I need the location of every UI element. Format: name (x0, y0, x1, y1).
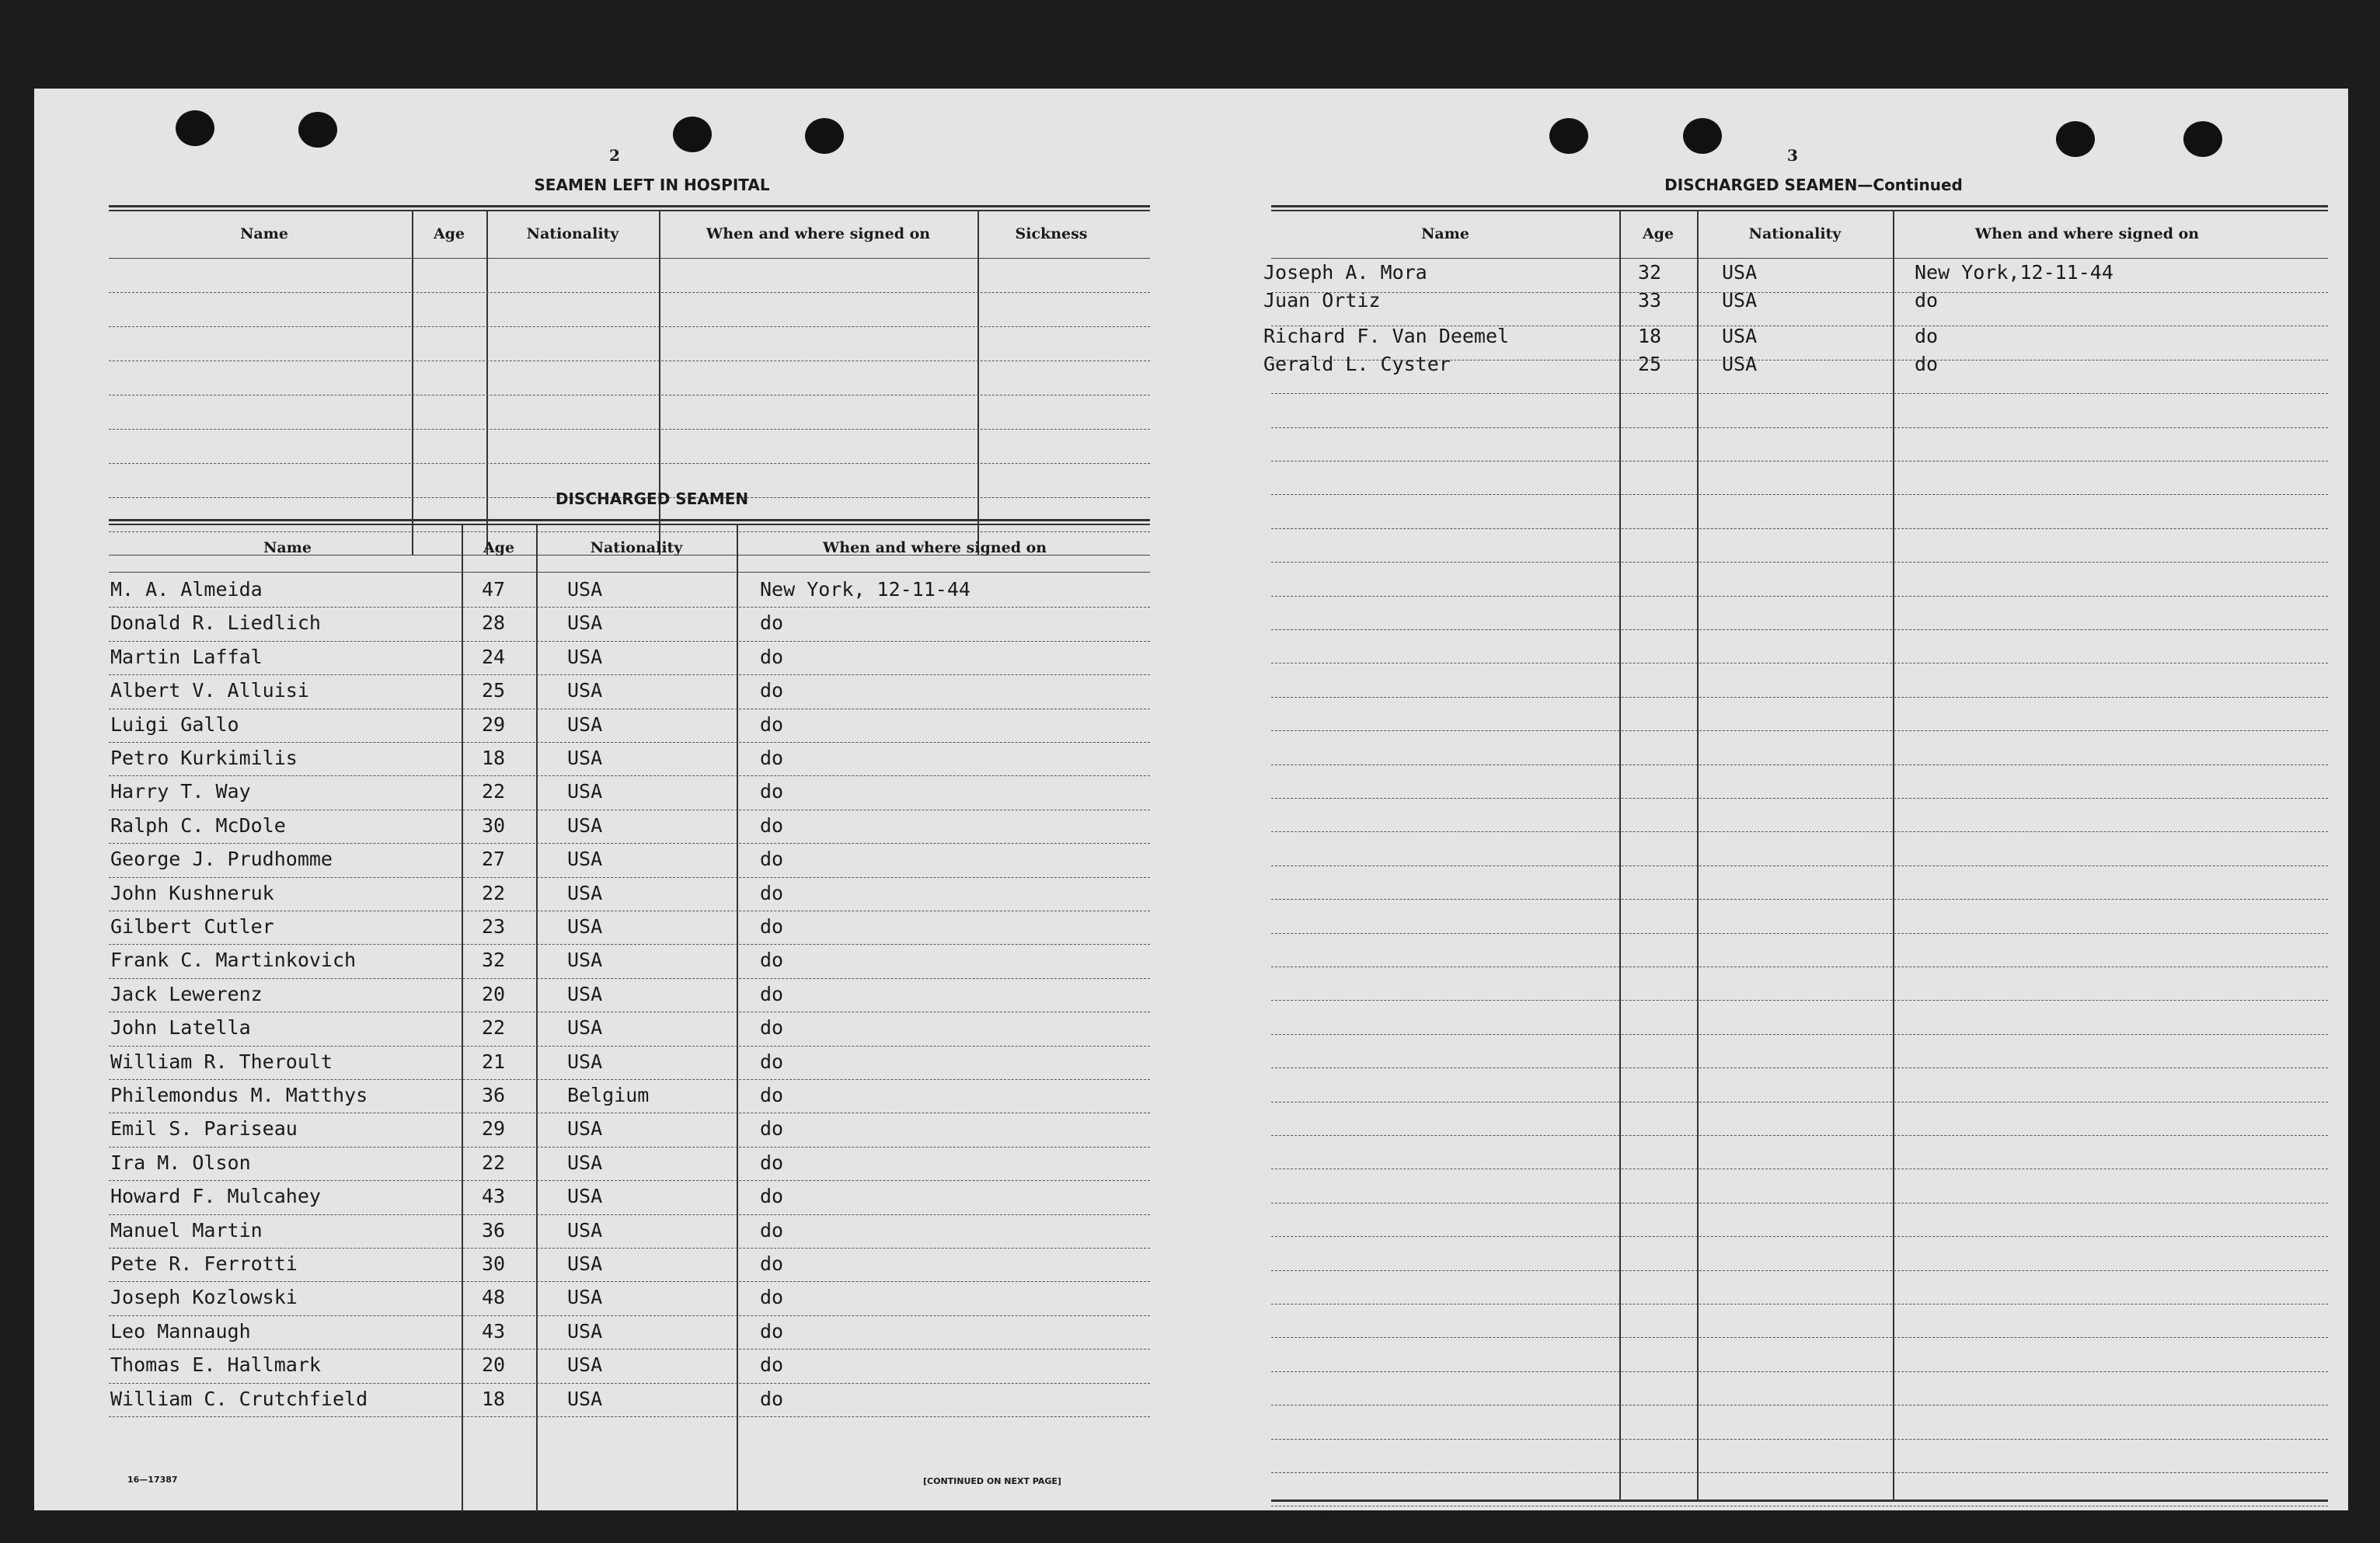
seaman-age: 43 (482, 1319, 506, 1343)
seaman-nationality: USA (567, 679, 603, 702)
seaman-age: 48 (482, 1286, 506, 1309)
continued-note: [CONTINUED ON NEXT PAGE] (923, 1476, 1061, 1486)
table-row-line (1271, 427, 2328, 428)
seaman-nationality: USA (567, 949, 603, 972)
seaman-nationality: USA (1722, 289, 1758, 312)
seaman-age: 28 (482, 611, 506, 635)
table-row-line (1271, 1236, 2328, 1237)
seaman-name: William R. Theroult (110, 1050, 333, 1073)
seaman-age: 27 (482, 848, 506, 871)
seaman-signed-on: do (760, 1084, 784, 1106)
seaman-name: Joseph Kozlowski (110, 1286, 298, 1309)
discharged-divider (462, 525, 463, 1512)
right-bottom-rule (1271, 1499, 2328, 1502)
seaman-nationality: USA (567, 780, 603, 803)
seaman-nationality: USA (567, 747, 603, 769)
right-divider (1697, 211, 1699, 1499)
seaman-age: 21 (482, 1050, 506, 1073)
discharged-col-signed: When and where signed on (822, 539, 1047, 556)
seaman-nationality: USA (567, 712, 603, 736)
table-row-line (109, 978, 1150, 979)
seaman-signed-on: do (760, 1218, 784, 1242)
seaman-nationality: USA (567, 915, 603, 938)
seaman-name: Petro Kurkimilis (110, 747, 298, 769)
table-row-line (1271, 1135, 2328, 1136)
table-row-line (1271, 461, 2328, 462)
seaman-nationality: USA (567, 645, 603, 668)
punch-hole (1683, 118, 1722, 154)
punch-hole (2183, 121, 2222, 157)
table-row-line (1271, 831, 2328, 832)
discharged-top-rule (109, 519, 1150, 525)
discharged-col-nationality: Nationality (590, 539, 683, 556)
table-row-line (1271, 528, 2328, 529)
seaman-signed-on: do (760, 645, 784, 668)
seaman-name: Thomas E. Hallmark (110, 1353, 321, 1377)
seaman-nationality: USA (567, 1016, 603, 1040)
seaman-age: 24 (482, 645, 506, 668)
right-section-title (1285, 176, 2342, 194)
seaman-name: Philemondus M. Matthys (110, 1084, 368, 1106)
table-row-line (1271, 1472, 2328, 1473)
table-row-line (1271, 663, 2328, 664)
seaman-nationality: USA (567, 881, 603, 904)
table-row-line (1271, 899, 2328, 900)
seaman-name: Manuel Martin (110, 1218, 263, 1242)
table-row-line (109, 1315, 1150, 1316)
seaman-signed-on: do (760, 1353, 784, 1377)
seaman-nationality: USA (567, 611, 603, 635)
seaman-name: Frank C. Martinkovich (110, 949, 357, 972)
seaman-signed-on: do (760, 1252, 784, 1275)
seaman-name: Jack Lewerenz (110, 982, 263, 1005)
seaman-nationality: USA (567, 1117, 603, 1141)
seaman-age: 33 (1638, 289, 1662, 312)
seaman-name: Pete R. Ferrotti (110, 1252, 298, 1275)
table-row-line (109, 607, 1150, 608)
seaman-name: Emil S. Pariseau (110, 1117, 298, 1141)
table-row-line (109, 1383, 1150, 1384)
seaman-age: 32 (482, 949, 506, 972)
seaman-age: 29 (482, 1117, 506, 1141)
right-divider (1893, 211, 1894, 1499)
right-col-age: Age (1642, 225, 1674, 242)
seaman-name: John Latella (110, 1016, 251, 1040)
seaman-age: 36 (482, 1218, 506, 1242)
right-title-main: DISCHARGED SEAMEN (1664, 176, 1858, 194)
seaman-nationality: USA (567, 982, 603, 1005)
seaman-nationality: USA (567, 1151, 603, 1174)
hospital-col-name: Name (240, 225, 288, 242)
right-form-number: 16—17387 (1287, 1512, 1337, 1522)
seaman-signed-on: do (1915, 289, 1939, 312)
seaman-age: 18 (1638, 325, 1662, 347)
seaman-age: 30 (482, 813, 506, 837)
seaman-signed-on: do (760, 780, 784, 803)
seaman-signed-on: New York, 12-11-44 (760, 578, 970, 601)
seaman-nationality: USA (1722, 353, 1758, 375)
table-row-line (109, 641, 1150, 642)
seaman-signed-on: do (760, 915, 784, 938)
seaman-nationality: USA (567, 1218, 603, 1242)
table-row-line (109, 1147, 1150, 1148)
hospital-col-signed: When and where signed on (706, 225, 931, 242)
table-row-line (1271, 494, 2328, 495)
hospital-row-line (109, 463, 1150, 464)
seaman-age: 18 (482, 1387, 506, 1410)
seaman-signed-on: do (760, 1117, 784, 1141)
table-row-line (1271, 596, 2328, 597)
hospital-section-title: SEAMEN LEFT IN HOSPITAL (534, 176, 770, 194)
seaman-age: 22 (482, 780, 506, 803)
hospital-top-rule (109, 205, 1150, 211)
table-row-line (1271, 1439, 2328, 1440)
punch-hole (805, 118, 844, 154)
table-row-line (109, 775, 1150, 776)
discharged-col-name: Name (263, 539, 312, 556)
seaman-signed-on: do (1915, 325, 1939, 347)
hospital-header-rule (109, 258, 1150, 259)
seaman-nationality: USA (567, 1286, 603, 1309)
seaman-age: 36 (482, 1084, 506, 1106)
seaman-age: 32 (1638, 261, 1662, 284)
right-col-name: Name (1421, 225, 1469, 242)
hospital-row-line (109, 429, 1150, 430)
seaman-age: 23 (482, 915, 506, 938)
table-row-line (109, 1416, 1150, 1417)
seaman-nationality: USA (567, 1319, 603, 1343)
punch-hole (176, 110, 214, 146)
hospital-col-nationality: Nationality (526, 225, 619, 242)
seaman-age: 20 (482, 1353, 506, 1377)
seaman-signed-on: do (760, 949, 784, 972)
seaman-signed-on: do (760, 747, 784, 769)
seaman-name: Richard F. Van Deemel (1263, 325, 1510, 347)
table-row-line (109, 1079, 1150, 1080)
table-row-line (1271, 292, 2328, 293)
discharged-divider (737, 525, 738, 1512)
seaman-age: 43 (482, 1185, 506, 1208)
table-row-line (109, 742, 1150, 743)
seaman-signed-on: do (760, 848, 784, 871)
hospital-row-line (109, 360, 1150, 361)
table-row-line (109, 1281, 1150, 1282)
seaman-signed-on: do (1915, 353, 1939, 375)
seaman-signed-on: do (760, 611, 784, 635)
seaman-name: Martin Laffal (110, 645, 263, 668)
left-form-number: 16—17387 (127, 1475, 178, 1485)
seaman-nationality: USA (567, 1185, 603, 1208)
seaman-age: 29 (482, 712, 506, 736)
table-row-line (1271, 798, 2328, 799)
right-col-signed: When and where signed on (1974, 225, 2200, 242)
seaman-name: Gilbert Cutler (110, 915, 274, 938)
seaman-nationality: USA (1722, 261, 1758, 284)
seaman-nationality: USA (567, 1252, 603, 1275)
seaman-signed-on: New York,12-11-44 (1915, 261, 2113, 284)
table-row-line (1271, 562, 2328, 563)
seaman-age: 22 (482, 1151, 506, 1174)
seaman-name: John Kushneruk (110, 881, 274, 904)
table-row-line (1271, 629, 2328, 630)
right-page-number: 3 (1787, 146, 1798, 165)
seaman-name: Howard F. Mulcahey (110, 1185, 321, 1208)
right-top-rule (1271, 205, 2328, 211)
table-row-line (109, 1248, 1150, 1249)
seaman-nationality: USA (567, 813, 603, 837)
table-row-line (1271, 1000, 2328, 1001)
hospital-col-sickness: Sickness (1015, 225, 1088, 242)
right-header-rule (1271, 258, 2328, 259)
table-row-line (1271, 697, 2328, 698)
punch-hole (673, 117, 712, 152)
seaman-age: 18 (482, 747, 506, 769)
table-row-line (1271, 393, 2328, 394)
seaman-name: Ralph C. McDole (110, 813, 286, 837)
seaman-age: 22 (482, 1016, 506, 1040)
table-row-line (109, 843, 1150, 844)
seaman-name: M. A. Almeida (110, 578, 263, 601)
table-row-line (109, 1214, 1150, 1215)
punch-hole (2056, 121, 2095, 157)
table-row-line (109, 1349, 1150, 1350)
table-row-line (109, 944, 1150, 945)
hospital-row-line (109, 531, 1150, 532)
hospital-col-age: Age (433, 225, 465, 242)
seaman-nationality: Belgium (567, 1084, 650, 1106)
right-title-suffix: —Continued (1857, 176, 1963, 194)
right-col-nationality: Nationality (1748, 225, 1842, 242)
table-row-line (109, 1046, 1150, 1047)
seaman-age: 47 (482, 578, 506, 601)
punch-hole (1549, 118, 1588, 154)
seaman-signed-on: do (760, 1319, 784, 1343)
seaman-signed-on: do (760, 1286, 784, 1309)
seaman-age: 20 (482, 982, 506, 1005)
seaman-signed-on: do (760, 679, 784, 702)
seaman-name: Gerald L. Cyster (1263, 353, 1451, 375)
seaman-age: 25 (1638, 353, 1662, 375)
discharged-divider (536, 525, 538, 1512)
table-row-line (109, 674, 1150, 675)
right-divider (1619, 211, 1621, 1499)
table-row-line (1271, 1371, 2328, 1372)
hospital-row-line (109, 326, 1150, 327)
seaman-signed-on: do (760, 881, 784, 904)
table-row-line (1271, 1034, 2328, 1035)
seaman-name: Ira M. Olson (110, 1151, 251, 1174)
seaman-signed-on: do (760, 1016, 784, 1040)
seaman-nationality: USA (567, 1050, 603, 1073)
table-row-line (1271, 1270, 2328, 1271)
seaman-name: George J. Prudhomme (110, 848, 333, 871)
seaman-signed-on: do (760, 982, 784, 1005)
hospital-row-line (109, 292, 1150, 293)
seaman-signed-on: do (760, 813, 784, 837)
discharged-section-title: DISCHARGED SEAMEN (555, 489, 749, 508)
seaman-age: 30 (482, 1252, 506, 1275)
table-row-line (109, 1180, 1150, 1181)
seaman-age: 25 (482, 679, 506, 702)
seaman-nationality: USA (567, 848, 603, 871)
seaman-nationality: USA (567, 1353, 603, 1377)
seaman-age: 22 (482, 881, 506, 904)
seaman-name: Albert V. Alluisi (110, 679, 309, 702)
seaman-signed-on: do (760, 1185, 784, 1208)
table-row-line (1271, 1337, 2328, 1338)
seaman-name: Joseph A. Mora (1263, 261, 1427, 284)
seaman-nationality: USA (567, 1387, 603, 1410)
seaman-nationality: USA (567, 578, 603, 601)
seaman-name: Luigi Gallo (110, 712, 239, 736)
seaman-name: Donald R. Liedlich (110, 611, 321, 635)
seaman-nationality: USA (1722, 325, 1758, 347)
discharged-header-rule (109, 572, 1150, 573)
seaman-signed-on: do (760, 712, 784, 736)
seaman-name: William C. Crutchfield (110, 1387, 368, 1410)
seaman-signed-on: do (760, 1387, 784, 1410)
seaman-signed-on: do (760, 1050, 784, 1073)
discharged-col-age: Age (483, 539, 515, 556)
table-row-line (1271, 933, 2328, 934)
table-row-line (109, 877, 1150, 878)
seaman-name: Juan Ortiz (1263, 289, 1381, 312)
document-sheet (34, 89, 2348, 1522)
seaman-signed-on: do (760, 1151, 784, 1174)
left-page-number: 2 (609, 146, 620, 165)
table-row-line (1271, 730, 2328, 731)
seaman-name: Leo Mannaugh (110, 1319, 251, 1343)
punch-hole (298, 112, 337, 148)
seaman-name: Harry T. Way (110, 780, 251, 803)
